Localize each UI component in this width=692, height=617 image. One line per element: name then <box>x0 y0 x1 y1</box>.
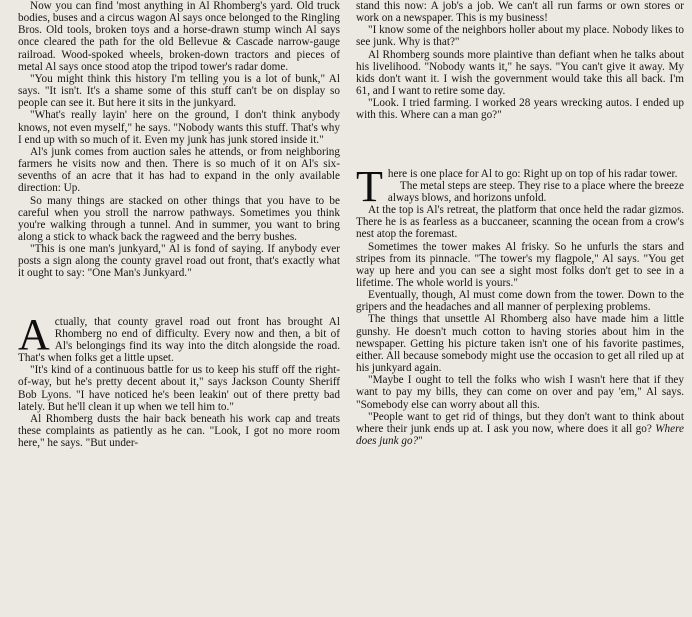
section-break <box>18 280 340 316</box>
paragraph: stand this now: A job's a job. We can't all run farms or own stores or work on a newspaper. This is my business! <box>356 0 684 25</box>
paragraph: At the top is Al's retreat, the platform that once held the radar gizmos. There he is as fearless as a buccaneer, scanning the ocean from a crow's nest atop the foremast. <box>356 204 684 241</box>
closing-question: Where does junk go? <box>356 422 684 447</box>
paragraph: Al Rhomberg sounds more plaintive than defiant when he talks about his livelihood. "Nobody wants it," he says. "You can't give it away. My kids don't want it. I wish the government would take this all back. I'm 61, and I want to retire some day. <box>356 48 684 98</box>
closing-text: "People want to get rid of things, but they don't want to think about where their junk ends up at. I ask you now, where does it all go? <box>356 410 684 435</box>
paragraph: Sometimes the tower makes Al frisky. So he unfurls the stars and stripes from its pinnacle. "The tower's my flagpole," Al says. "You get way up here and you can see a sight most folks don't get to see in a lifetime. The whole world is yours." <box>356 240 684 289</box>
paragraph: The things that unsettle Al Rhomberg also have made him a little gunshy. He doesn't much cotton to having stories about him in the newspaper. Getting his picture taken isn't one of his favorite pastimes, either. All because somebody might use the occasion to get all riled up at his junkyard again. <box>356 313 684 375</box>
paragraph: So many things are stacked on other things that you have to be careful when you stroll the narrow pathways. Sometimes you think you're walking through a tunnel. And in summer, you want to bring along a stick to whack back the ragweed and the berry bushes. <box>18 194 340 243</box>
paragraph: "I know some of the neighbors holler about my place. Nobody likes to see junk. Why is that?" <box>356 24 684 49</box>
paragraph: "This is one man's junkyard," Al is fond of saying. If anybody ever posts a sign along the county gravel road out front, that's exactly what it ought to say: "One Man's Junkyard." <box>18 243 340 280</box>
drop-cap: A <box>18 309 50 359</box>
article-column-left <box>18 0 340 449</box>
paragraph: Now you can find 'most anything in Al Rhomberg's yard. Old truck bodies, buses and a circus wagon Al says once belonged to the Ringling Bros. Old tools, broken toys and a horse-drawn stump winch Al says once cleared the path for the old Bellevue & Cascade narrow-gauge railroad. Wood-spoked wheels, broken-down tractors and pieces of metal Al says once stood atop the tripod tower's radar dome. <box>18 0 340 73</box>
paragraph: "What's really layin' here on the ground, I don't think anybody knows, not even myself," he says. "Nobody wants this stuff. That's why I end up with so much of it. Even my junk has junk stored inside it." <box>18 109 340 146</box>
paragraph: "Maybe I ought to tell the folks who wish I wasn't here that if they want to pay my bills, they can come on over and pay 'em," Al says. "Somebody else can worry about all this. <box>356 374 684 411</box>
closing-quote-mark: " <box>418 435 423 447</box>
paragraph: The metal steps are steep. They rise to a place where the breeze always blows, and horizons unfold. <box>387 179 684 204</box>
paragraph: Eventually, though, Al must come down from the tower. Down to the gripers and the headaches and all manner of perplexing problems. <box>356 289 684 314</box>
paragraph: Al's junk comes from auction sales he attends, or from neighboring farmers he visits now and then. There is so much of it on Al's six-sevenths of an acre that it has had to expand in the only available direction: Up. <box>18 145 340 195</box>
section-lead-text: here is one place for Al to go: Right up on top of his radar tower. <box>387 167 678 180</box>
closing-paragraph <box>356 411 684 447</box>
drop-cap: T <box>356 161 383 211</box>
section-break <box>356 122 684 168</box>
section-lead-text: ctually, that county gravel road out front has brought Al Rhomberg no end of difficulty. Every now and then, a bit of Al's belongings find its way into the ditch alongside the road. That's when folks get a little upset. <box>18 315 340 365</box>
article-column-right <box>356 0 684 447</box>
paragraph: Al Rhomberg dusts the hair back beneath his work cap and treats these complaints as patiently as he can. "Look, I got no more room here," he says. "But under- <box>18 412 340 450</box>
section-lead-paragraph <box>18 309 340 365</box>
paragraph: "You might think this history I'm telling you is a lot of bunk," Al says. "It isn't. It's a shame some of this stuff can't be on display so people can see it. But here it sits in the junkyard. <box>18 72 340 110</box>
paragraph: "Look. I tried farming. I worked 28 years wrecking autos. I ended up with this. Where can a man go?" <box>356 97 684 122</box>
paragraph: "It's kind of a continuous battle for us to keep his stuff off the right-of-way, but he's pretty decent about it," says Jackson County Sheriff Bob Lyons. "I have noticed he's been leakin' out of there pretty bad lately. But he'll clean it up when we tell him to." <box>18 364 340 413</box>
